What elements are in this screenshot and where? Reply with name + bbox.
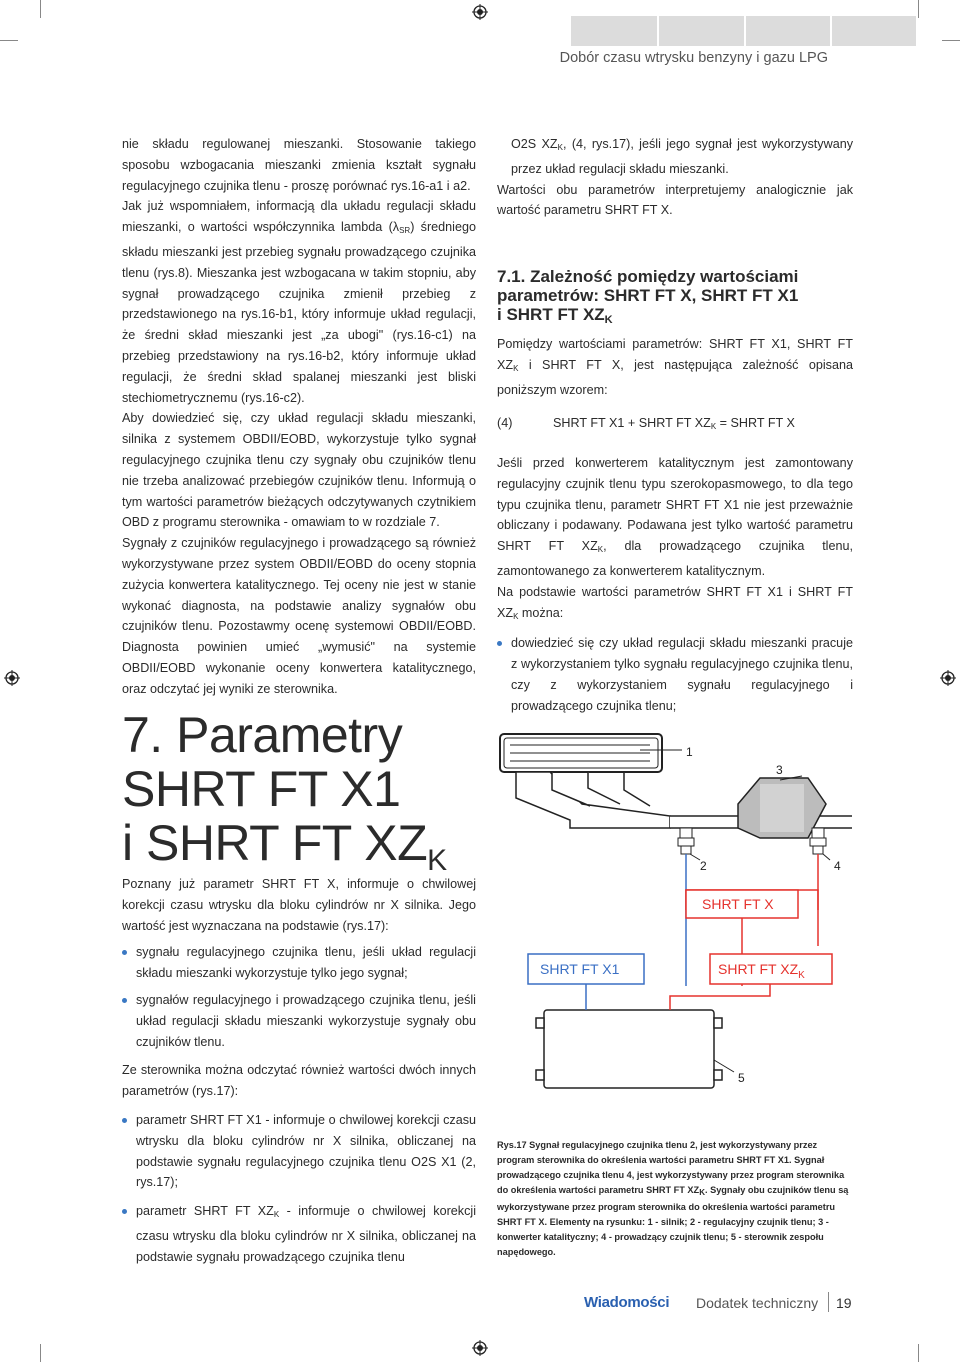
engine-diagram <box>490 720 860 1110</box>
figure-caption: Rys.17 Sygnał regulacyjnego czujnika tlenu 2, jest wykorzystywany przez program sterownika do określenia wartości parametru SHRT FT X1. Sygnał prowadzącego czujnika tlenu 4, jest wykorzystywany przez program sterownika do określenia wartości parametru SHRT FT $XZ_K$. Sygnały obu czujników tlenu są wykorzystywane przez program sterownika do określenia wartości parametru SHRT FT X. Elementy na rysunku: 1 - silnik; 2 - regulacyjny czujnik tlenu; 3 - konwerter katalityczny; 4 - prowadzący czujnik tlenu; 5 - sterownik zespołu napędowego. <box>497 1140 849 1257</box>
print-color-bar-divider <box>830 16 832 46</box>
ecu-controller <box>536 1010 722 1088</box>
bullet-list <box>122 1110 476 1268</box>
box-shrt-ft-x-label: SHRT FT X <box>702 896 774 912</box>
bullet-item: sygnału regulacyjnego czujnika tlenu, jeśli układ regulacji składu mieszanki wykorzystuje tylko jego sygnał; <box>122 942 476 984</box>
running-header: Dobór czasu wtrysku benzyny i gazu LPG <box>559 50 828 66</box>
engine-block <box>500 734 662 772</box>
paragraph: O2S $XZ_K$, (4, rys.17), jeśli jego sygnał jest wykorzystywany przez układ regulacji składu mieszanki. <box>511 137 854 176</box>
paragraph: Na podstawie wartości parametrów SHRT FT X1 i SHRT FT $XZ_K$ można: <box>497 584 853 621</box>
paragraph: Jak już wspomniałem, informacją dla układu regulacji składu mieszanki, o wartości współczynnika lambda $(\lambda_{SR})$ średniego składu mieszanki jest przebieg sygnału prowadzącego czujnika tlenu (rys.8). Mieszanka jest wzbogacana w takim stopniu, aby sygnał prowadzącego czujnika zmienił przebieg z przedstawionego na rys.16-b1, który informuje układ regulacji, że średni skład mieszanki jest „za ubogi" (rys.16-c1) na przebieg przedstawiony na rys.16-b2, który informuje układ regulacji, że średni skład spalanej mieszanki jest bliski stechiometrycznemu (rys.16-c2). <box>122 199 476 405</box>
label-3: 3 <box>776 763 783 777</box>
paragraph: Wartości obu parametrów interpretujemy analogicznie jak wartość parametru SHRT FT X. <box>497 182 853 218</box>
bullet-item: parametr SHRT FT $XZ_K$ - informuje o chwilowej korekcji czasu wtrysku dla bloku cylindrów nr X silnika, obliczanej na podstawie sygnału prowadzącego czujnika tlenu <box>122 1201 476 1267</box>
paragraph: Pomiędzy wartościami parametrów: SHRT FT X1, SHRT FT $XZ_K$ i SHRT FT X, jest następująca zależność opisana poniższym wzorem: <box>497 337 853 397</box>
registration-mark-icon <box>4 670 20 686</box>
chapter-body <box>122 874 476 1268</box>
paragraph: nie składu regulowanej mieszanki. Stosowanie takiego sposobu wzbogacania mieszanki zmienia kształt sygnału regulacyjnego czujnika tlenu - proszę porównać rys.16-a1 i a2. <box>122 137 476 193</box>
paragraph: Ze sterownika można odczytać również wartości dwóch innych parametrów (rys.17): <box>122 1063 476 1099</box>
formula: SHRT FT X1 + SHRT FT $XZ_K$ = SHRT FT X <box>553 416 795 431</box>
trim-line <box>0 40 18 41</box>
bullet-item: dowiedzieć się czy układ regulacji składu mieszanki pracuje z wykorzystaniem tylko sygnału regulacyjnego czujnika tlenu, czy z wykorzystaniem sygnału regulacyjnego i prowadzącego czujnika tlenu; <box>497 633 853 716</box>
box-shrt-ft-xzk-label: SHRT FT $XZ_K$ <box>718 961 805 981</box>
trim-line <box>918 1344 919 1362</box>
registration-mark-icon <box>472 4 488 20</box>
right-column-top <box>497 134 853 221</box>
trim-line <box>942 40 960 41</box>
bullet-list <box>497 633 853 716</box>
oxygen-sensor-2 <box>678 828 694 854</box>
right-paragraph <box>497 334 853 400</box>
wire-xz-to-ecu <box>670 984 770 1010</box>
paragraph: Aby dowiedzieć się, czy układ regulacji składu mieszanki, silnika z systemem OBDII/EOBD, wykorzystuje tylko sygnał regulacyjnego czujnika tlenu czy sygnały obu czujników tlenu nie trzeba analizować przebiegów czujników tlenu. Informują o tym wartości parametrów bieżących odczytywanych czytnikiem OBD z programu sterownika - omawiam to w rozdziale 7. <box>122 411 476 530</box>
print-color-bar-divider <box>744 16 746 46</box>
trim-line <box>40 1344 41 1362</box>
page-number: 19 <box>836 1295 852 1311</box>
bullet-item: sygnałów regulacyjnego i prowadzącego czujnika tlenu, jeśli układ regulacji składu mieszanki wykorzystuje sygnały obu czujników tlenu. <box>122 990 476 1052</box>
trim-line <box>40 0 41 18</box>
left-column-top <box>122 134 476 700</box>
formula-number: (4) <box>497 416 513 430</box>
oxygen-sensor-4 <box>810 828 826 854</box>
label-2: 2 <box>700 859 707 873</box>
label-4: 4 <box>834 859 841 873</box>
bullet-list <box>122 942 476 1052</box>
registration-mark-icon <box>940 670 956 686</box>
exhaust-manifold <box>516 772 670 828</box>
paragraph: Poznany już parametr SHRT FT X, informuje o chwilowej korekcji czasu wtrysku dla bloku cylindrów nr X silnika. Jego wartość jest wyznaczana na podstawie (rys.17): <box>122 877 476 933</box>
paragraph: Jeśli przed konwerterem katalitycznym jest zamontowany regulacyjny czujnik tlenu typu szerokopasmowego, to dla tego typu czujnika tlenu, parametr SHRT FT X1 nie jest przeważnie obliczany i podawany. Podawana jest tylko wartość parametru SHRT FT $XZ_K$, dla prowadzącego czujnika tlenu, zamontowanego za konwerterem katalitycznym. <box>497 456 853 578</box>
paragraph: Sygnały z czujników regulacyjnego i prowadzącego są również wykorzystywane przez system OBDII/EOBD do oceny stopnia zużycia konwertera katalitycznego. Tej oceny nie jest w stanie wykonać diagnosta, na podstawie analizy sygnałów obu czujników tlenu. Pozostawmy ocenę systemowi OBDII/EOBD. Diagnosta powinien umieć „wymusić" na systemie OBDII/EOBD wykonanie oceny konwertera katalitycznego, oraz odczytać jej wyniki ze sterownika. <box>122 536 476 696</box>
section-heading: 7.1. Zależność pomiędzy wartościami parametrów: SHRT FT X, SHRT FT X1 i SHRT FT $XZ_K$ <box>497 267 799 326</box>
right-column-bottom <box>497 453 853 717</box>
registration-mark-icon <box>472 1340 488 1356</box>
footer-brand: Wiadomości <box>584 1294 670 1311</box>
label-1: 1 <box>686 745 693 759</box>
box-shrt-ft-x1-label: SHRT FT X1 <box>540 961 620 977</box>
chapter-title: 7. Parametry SHRT FT X1 i SHRT FT $XZ_K$ <box>122 707 447 877</box>
bullet-item: parametr SHRT FT X1 - informuje o chwilowej korekcji czasu wtrysku dla bloku cylindrów nr X silnika, obliczanej na podstawie sygnału regulacyjnego czujnika tlenu O2S X1 (2, rys.17); <box>122 1110 476 1193</box>
trim-line <box>918 0 919 18</box>
print-color-bar-divider <box>657 16 659 46</box>
footer-divider <box>828 1292 829 1312</box>
footer-subtitle: Dodatek techniczny <box>696 1295 819 1311</box>
label-5: 5 <box>738 1071 745 1085</box>
